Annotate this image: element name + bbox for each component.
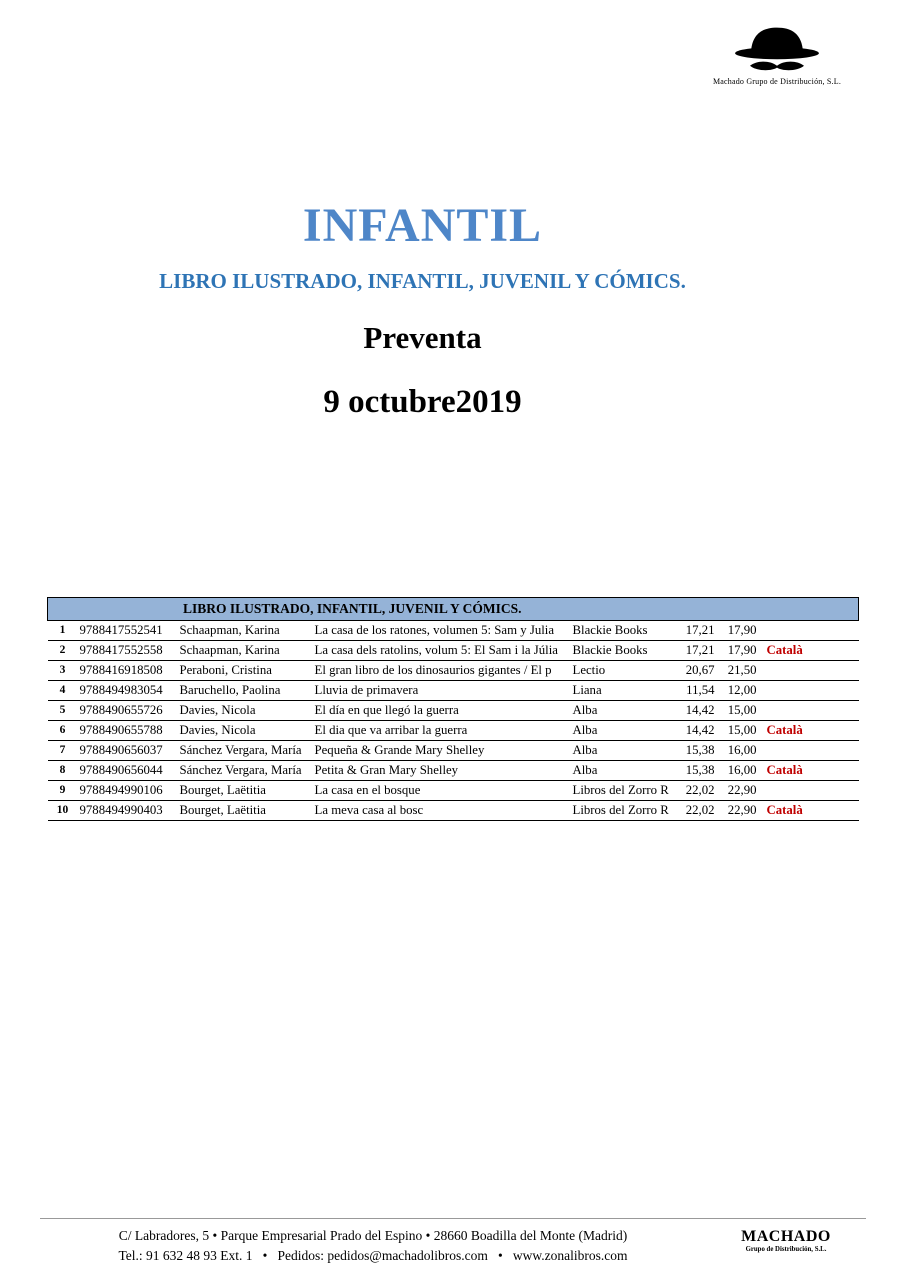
cell-publisher: Libros del Zorro R: [571, 781, 677, 801]
footer-separator-2: •: [498, 1248, 503, 1264]
cell-title: La meva casa al bosc: [313, 801, 571, 821]
company-logo: [706, 22, 848, 86]
cell-publisher: Libros del Zorro R: [571, 801, 677, 821]
footer-contact-block: [40, 1226, 706, 1267]
cell-price-net: 15,38: [677, 761, 717, 781]
footer-company-block: [706, 1226, 866, 1253]
cell-isbn: 9788490656037: [78, 741, 178, 761]
row-number: 4: [48, 681, 78, 701]
cell-price-net: 22,02: [677, 801, 717, 821]
cell-isbn: 9788494983054: [78, 681, 178, 701]
cell-price-pvp: 12,00: [717, 681, 763, 701]
website-link[interactable]: www.zonalibros.com: [512, 1248, 628, 1264]
cell-price-net: 14,42: [677, 701, 717, 721]
cell-price-pvp: 16,00: [717, 761, 763, 781]
cell-title: El día en que llegó la guerra: [313, 701, 571, 721]
company-name: MACHADO: [741, 1228, 831, 1245]
footer-tel: Tel.: 91 632 48 93 Ext. 1: [118, 1248, 253, 1264]
cell-author: Davies, Nicola: [178, 721, 313, 741]
cell-author: Bourget, Laëtitia: [178, 801, 313, 821]
cell-price-pvp: 22,90: [717, 781, 763, 801]
logo-caption: Machado Grupo de Distribución, S.L.: [712, 77, 842, 86]
cell-publisher: Alba: [571, 761, 677, 781]
cell-publisher: Blackie Books: [571, 641, 677, 661]
cell-author: Baruchello, Paolina: [178, 681, 313, 701]
cell-price-net: 11,54: [677, 681, 717, 701]
table-row: [48, 741, 859, 761]
cell-language: [763, 701, 859, 721]
row-number: 6: [48, 721, 78, 741]
cell-price-net: 17,21: [677, 641, 717, 661]
cell-author: Davies, Nicola: [178, 701, 313, 721]
cell-publisher: Alba: [571, 701, 677, 721]
document-headings: [0, 198, 845, 421]
table-row: [48, 661, 859, 681]
cell-author: Schaapman, Karina: [178, 641, 313, 661]
cell-publisher: Alba: [571, 721, 677, 741]
cell-author: Peraboni, Cristina: [178, 661, 313, 681]
page-subtitle: LIBRO ILUSTRADO, INFANTIL, JUVENIL Y CÓMICS.: [159, 269, 686, 293]
cell-isbn: 9788494990106: [78, 781, 178, 801]
cell-language: [763, 741, 859, 761]
cell-price-net: 15,38: [677, 741, 717, 761]
cell-language: Català: [763, 721, 859, 741]
cell-language: Català: [763, 761, 859, 781]
cell-price-net: 20,67: [677, 661, 717, 681]
presale-date: 9 octubre2019: [323, 384, 522, 420]
table-section-header: LIBRO ILUSTRADO, INFANTIL, JUVENIL Y CÓMICS.: [48, 598, 859, 621]
cell-price-pvp: 15,00: [717, 701, 763, 721]
table-row: [48, 801, 859, 821]
cell-language: Català: [763, 801, 859, 821]
row-number: 8: [48, 761, 78, 781]
cell-isbn: 9788494990403: [78, 801, 178, 821]
cell-isbn: 9788490656044: [78, 761, 178, 781]
cell-publisher: Blackie Books: [571, 621, 677, 641]
table-row: [48, 781, 859, 801]
cell-title: La casa en el bosque: [313, 781, 571, 801]
table-row: [48, 641, 859, 661]
cell-price-pvp: 17,90: [717, 621, 763, 641]
cell-isbn: 9788417552558: [78, 641, 178, 661]
cell-language: [763, 661, 859, 681]
cell-price-pvp: 16,00: [717, 741, 763, 761]
cell-title: Lluvia de primavera: [313, 681, 571, 701]
catalog-table: [47, 597, 858, 821]
cell-publisher: Lectio: [571, 661, 677, 681]
cell-language: Català: [763, 641, 859, 661]
cell-author: Schaapman, Karina: [178, 621, 313, 641]
cell-author: Sánchez Vergara, María: [178, 761, 313, 781]
row-number: 7: [48, 741, 78, 761]
footer-separator: •: [262, 1248, 268, 1264]
cell-price-net: 22,02: [677, 781, 717, 801]
cell-isbn: 9788490655726: [78, 701, 178, 721]
company-subtitle: Grupo de Distribución, S.L.: [745, 1246, 827, 1253]
cell-price-net: 14,42: [677, 721, 717, 741]
row-number: 5: [48, 701, 78, 721]
cell-author: Sánchez Vergara, María: [178, 741, 313, 761]
cell-isbn: 9788416918508: [78, 661, 178, 681]
row-number: 10: [48, 801, 78, 821]
page-footer: [40, 1218, 866, 1267]
cell-price-pvp: 17,90: [717, 641, 763, 661]
footer-pedidos-label: Pedidos:: [277, 1248, 325, 1264]
table-row: [48, 721, 859, 741]
presale-heading: Preventa: [363, 320, 482, 355]
cell-isbn: 9788490655788: [78, 721, 178, 741]
footer-contact-line: [40, 1246, 706, 1266]
cell-title: La casa de los ratones, volumen 5: Sam y Julia: [313, 621, 571, 641]
page-title: INFANTIL: [302, 199, 543, 252]
cell-title: La casa dels ratolins, volum 5: El Sam i la Júlia: [313, 641, 571, 661]
cell-author: Bourget, Laëtitia: [178, 781, 313, 801]
cell-publisher: Liana: [571, 681, 677, 701]
cell-title: El dia que va arribar la guerra: [313, 721, 571, 741]
footer-address: C/ Labradores, 5 • Parque Empresarial Prado del Espino • 28660 Boadilla del Monte (Madrid): [118, 1228, 628, 1243]
row-number: 1: [48, 621, 78, 641]
row-number: 9: [48, 781, 78, 801]
cell-title: El gran libro de los dinosaurios gigantes / El p: [313, 661, 571, 681]
cell-title: Petita & Gran Mary Shelley: [313, 761, 571, 781]
cell-price-net: 17,21: [677, 621, 717, 641]
cell-price-pvp: 15,00: [717, 721, 763, 741]
table-body: [48, 621, 859, 821]
table-row: [48, 701, 859, 721]
table-row: [48, 761, 859, 781]
table-row: [48, 621, 859, 641]
cell-isbn: 9788417552541: [78, 621, 178, 641]
row-number: 3: [48, 661, 78, 681]
cell-price-pvp: 21,50: [717, 661, 763, 681]
cell-price-pvp: 22,90: [717, 801, 763, 821]
row-number: 2: [48, 641, 78, 661]
cell-language: [763, 681, 859, 701]
hat-and-mustache-icon: [706, 22, 848, 76]
cell-language: [763, 781, 859, 801]
cell-publisher: Alba: [571, 741, 677, 761]
email-link[interactable]: pedidos@machadolibros.com: [327, 1248, 488, 1264]
table-row: [48, 681, 859, 701]
cell-language: [763, 621, 859, 641]
cell-title: Pequeña & Grande Mary Shelley: [313, 741, 571, 761]
